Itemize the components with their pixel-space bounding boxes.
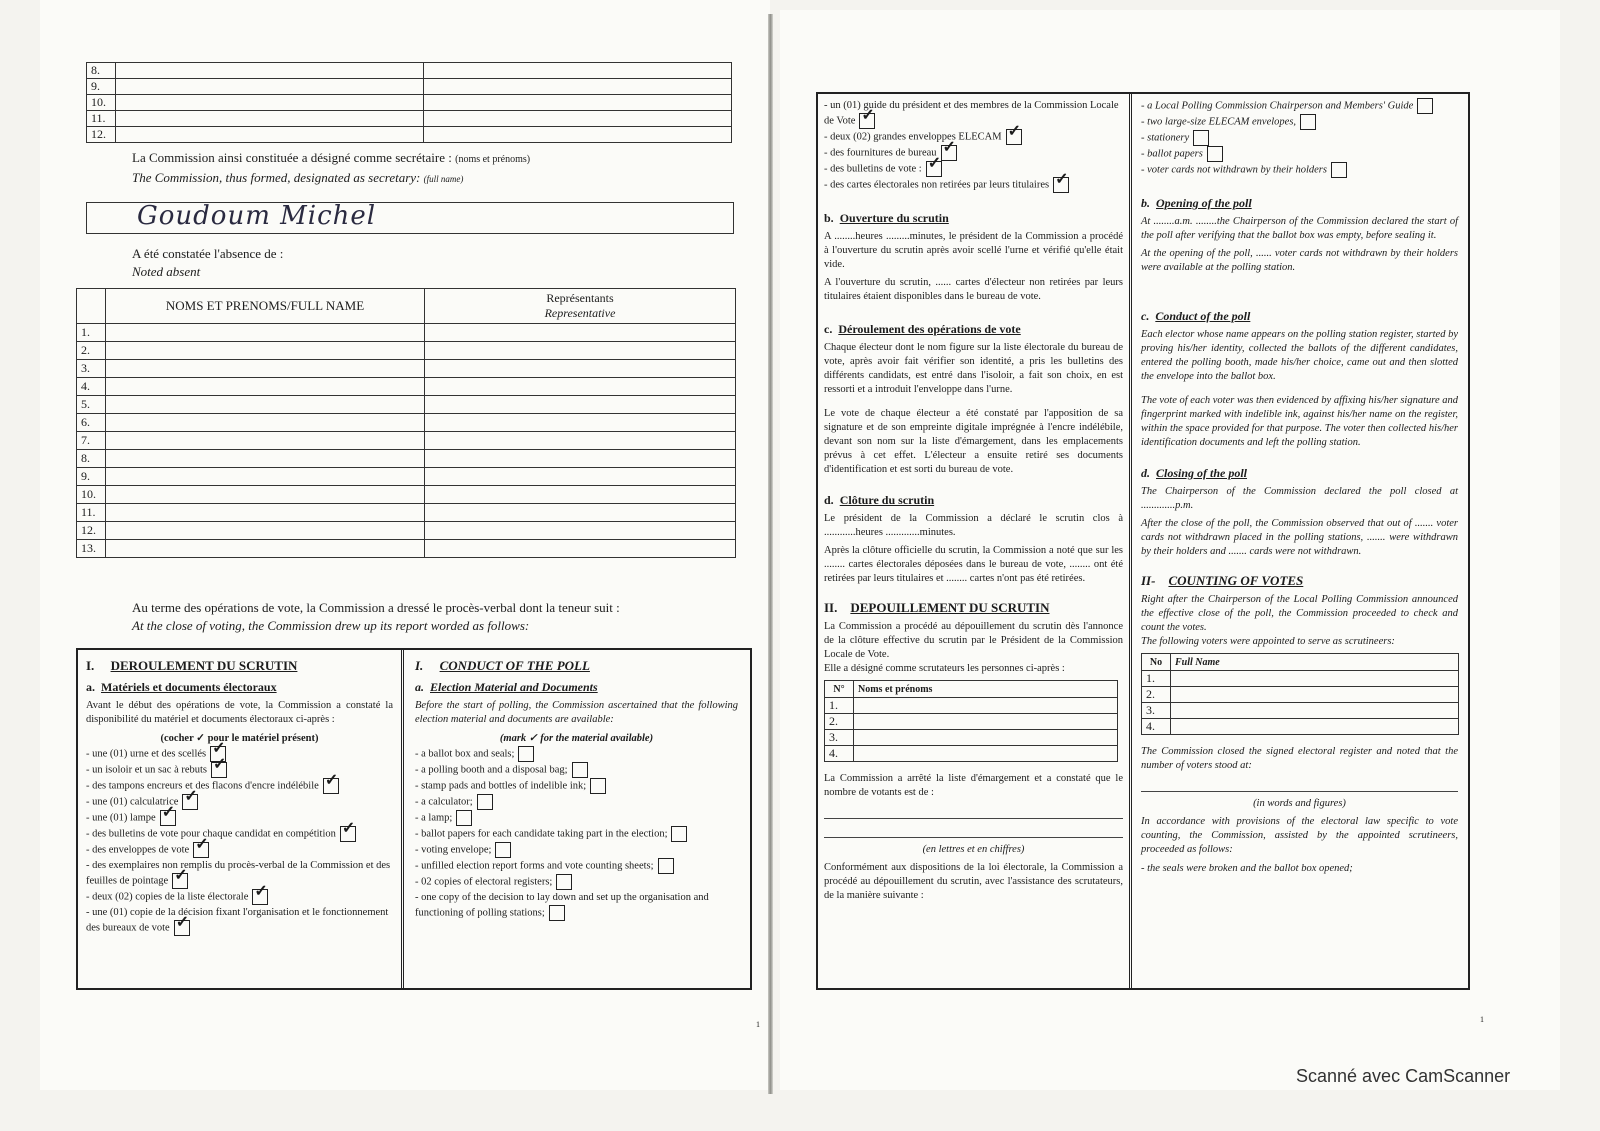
conduct-text-en-1: Each elector whose name appears on the polling station register, started by proving his/her identity, collected the ballots of the different candidates, entered the polling booth, made his/her choice, came out and then slotted the envelope into the ballot box. — [1141, 329, 1458, 382]
final-item-en: - the seals were broken and the ballot box opened; — [1141, 863, 1353, 874]
scrutineer-fr-row-number: 3. — [825, 730, 854, 746]
camscanner-footer: Scanné avec CamScanner — [1296, 1066, 1511, 1086]
member-cell[interactable] — [424, 63, 732, 79]
absent-col-name: NOMS ET PRENOMS/FULL NAME — [106, 289, 425, 324]
counting-text-fr-2: Elle a désigné comme scrutateurs les personnes ci-après : — [824, 663, 1065, 674]
material-en-checkbox[interactable] — [549, 905, 565, 921]
absent-row-number: 10. — [77, 486, 106, 504]
material-en-checkbox[interactable] — [590, 778, 606, 794]
material-en-cont-checkbox[interactable] — [1331, 162, 1347, 178]
words-figures-en: (in words and figures) — [1253, 798, 1346, 809]
scrutineer-fr-row — [825, 714, 1118, 730]
absent-cell[interactable] — [106, 378, 425, 396]
absent-row-number: 13. — [77, 540, 106, 558]
material-en-checkbox[interactable] — [658, 858, 674, 874]
absent-cell[interactable] — [425, 378, 736, 396]
material-fr-cont-item-label: des cartes électorales non retirées par leurs titulaires — [830, 179, 1050, 191]
material-en-item-label: unfilled election report forms and vote counting sheets; — [421, 860, 654, 872]
material-fr-cont-item-label: deux (02) grandes enveloppes ELECAM — [830, 131, 1002, 143]
material-intro-en: Before the start of polling, the Commission ascertained that the following election material and documents are available: — [415, 700, 738, 725]
material-fr-cont-checkbox[interactable] — [1053, 177, 1069, 193]
material-en-checkbox[interactable] — [671, 826, 687, 842]
absent-cell[interactable] — [425, 342, 736, 360]
absent-row — [77, 468, 736, 486]
material-fr-item-label: des bulletins de vote pour chaque candidat en compétition — [92, 828, 336, 840]
absent-row — [77, 360, 736, 378]
subsection-b-title-fr: b. Ouverture du scrutin — [824, 211, 949, 225]
material-en-cont-item-label: stationery — [1147, 132, 1190, 144]
closing-text-en-1: The Chairperson of the Commission declared the poll closed at .............p.m. — [1141, 486, 1458, 511]
absent-row-number: 9. — [77, 468, 106, 486]
absent-row — [77, 504, 736, 522]
material-fr-checkbox[interactable] — [323, 778, 339, 794]
material-fr-cont-checkbox[interactable] — [859, 113, 875, 129]
voters-count-line-fr-2[interactable] — [824, 823, 1123, 838]
material-en-cont-checkbox[interactable] — [1417, 98, 1433, 114]
conduct-text-fr-1: Chaque électeur dont le nom figure sur la liste électorale du bureau de vote, après avoir fait vérifier son identité, a pris les bulletins des différents candidats, est entré dans l'isoloir, a fait son choix, en est ressorti et a introduit l'enveloppe dans l'urne. — [824, 342, 1123, 395]
material-en-item: - one copy of the decision to lay down and set up the organisation and functioning of polling stations; — [415, 890, 738, 921]
material-en-item: - a ballot box and seals; — [415, 746, 738, 762]
material-fr-item: - deux (02) copies de la liste électorale✓ — [86, 889, 393, 905]
right-page — [780, 10, 1560, 1090]
material-fr-cont-item: - deux (02) grandes enveloppes ELECAM✓ — [824, 129, 1123, 145]
secretary-name-handwritten: Goudoum Michel — [137, 201, 377, 231]
section-I-title-fr: I. DEROULEMENT DU SCRUTIN — [86, 658, 298, 673]
scrutineer-fr-row-number: 1. — [825, 698, 854, 714]
material-fr-cont-item-label: un (01) guide du président et des membres de la Commission Locale de Vote — [824, 100, 1119, 127]
final-text-fr: Conformément aux dispositions de la loi électorale, la Commission a procédé au dépouillement du scrutin, avec l'assistance des scrutateurs, de la manière suivante : — [824, 862, 1123, 901]
subsection-a-title-fr: a. Matériels et documents électoraux — [86, 680, 277, 694]
material-fr-checkbox[interactable] — [211, 762, 227, 778]
material-en-item: - unfilled election report forms and vote counting sheets; — [415, 858, 738, 874]
subsection-c-title-fr: c. Déroulement des opérations de vote — [824, 322, 1021, 336]
absent-row — [77, 450, 736, 468]
material-en-cont-item-label: two large-size ELECAM envelopes, — [1147, 116, 1297, 128]
material-fr-item: - une (01) calculatrice✓ — [86, 794, 393, 810]
absent-row — [77, 486, 736, 504]
scrutineers-fr-col-num: N° — [825, 681, 854, 698]
material-en-item: - a calculator; — [415, 794, 738, 810]
subsection-b-title-en: b. Opening of the poll — [1141, 196, 1252, 210]
scrutineer-en-cell[interactable] — [1171, 719, 1459, 735]
scrutineer-fr-cell[interactable] — [854, 730, 1118, 746]
absent-row-number: 1. — [77, 324, 106, 342]
material-en-cont-checkbox[interactable] — [1207, 146, 1223, 162]
member-row-number: 12. — [87, 127, 116, 143]
member-row — [87, 63, 732, 79]
absent-cell[interactable] — [106, 396, 425, 414]
material-en-checkbox[interactable] — [518, 746, 534, 762]
material-en-cont-item-label: ballot papers — [1147, 148, 1203, 160]
words-figures-fr: (en lettres et en chiffres) — [922, 844, 1025, 855]
closing-text-fr-2: Après la clôture officielle du scrutin, la Commission a noté que sur les ........ cartes électorales déposées dans le bureau de vote, ........ ont été retirées par leurs titulaires et ........ cartes n'ont pas été retirées. — [824, 545, 1123, 584]
absent-row-number: 5. — [77, 396, 106, 414]
scrutineers-table-fr — [824, 680, 1118, 762]
absent-label-en: Noted absent — [132, 264, 201, 279]
material-fr-cont-checkbox[interactable] — [941, 145, 957, 161]
material-en-cont-item: - voter cards not withdrawn by their holders — [1141, 162, 1458, 178]
absent-cell[interactable] — [106, 504, 425, 522]
material-en-item: - a lamp; — [415, 810, 738, 826]
absent-row-number: 11. — [77, 504, 106, 522]
member-cell[interactable] — [116, 63, 424, 79]
material-fr-cont-checkbox[interactable] — [1006, 129, 1022, 145]
absent-row-number: 7. — [77, 432, 106, 450]
member-cell[interactable] — [116, 95, 424, 111]
absent-row — [77, 540, 736, 558]
conduct-en-column — [407, 650, 746, 988]
member-row-number: 11. — [87, 111, 116, 127]
material-fr-item-label: une (01) lampe — [92, 812, 156, 824]
subsection-d-title-fr: d. Clôture du scrutin — [824, 493, 935, 507]
scrutineer-fr-row — [825, 698, 1118, 714]
conduct-box — [76, 648, 752, 990]
member-cell[interactable] — [116, 111, 424, 127]
absent-table — [76, 288, 736, 558]
absent-row — [77, 324, 736, 342]
absent-cell[interactable] — [106, 522, 425, 540]
material-fr-item-label: des exemplaires non remplis du procès-verbal de la Commission et des feuilles de pointage — [86, 860, 391, 887]
material-en-cont-item: - a Local Polling Commission Chairperson and Members' Guide — [1141, 98, 1458, 114]
material-fr-item: - des exemplaires non remplis du procès-verbal de la Commission et des feuilles de pointage✓ — [86, 858, 393, 889]
member-row — [87, 111, 732, 127]
material-en-checkbox[interactable] — [556, 874, 572, 890]
member-cell[interactable] — [116, 79, 424, 95]
member-row-number: 9. — [87, 79, 116, 95]
section-I-title-en: I. CONDUCT OF THE POLL — [415, 658, 590, 673]
material-note-fr: (cocher ✓ pour le matériel présent) — [160, 733, 319, 744]
scrutineer-en-row — [1142, 703, 1459, 719]
material-fr-cont-checkbox[interactable] — [926, 161, 942, 177]
scrutineer-fr-cell[interactable] — [854, 714, 1118, 730]
closing-text-en-2: After the close of the poll, the Commission observed that out of ....... voter cards not withdrawn placed in the polling stations, ....... were withdrawn by their holders and ....... cards were not withdrawn. — [1141, 518, 1458, 557]
scrutineer-fr-row — [825, 730, 1118, 746]
absent-cell[interactable] — [425, 540, 736, 558]
voters-count-line-en-1[interactable] — [1141, 777, 1458, 792]
report-intro-en: At the close of voting, the Commission drew up its report worded as follows: — [132, 618, 530, 633]
material-en-cont-item: - stationery — [1141, 130, 1458, 146]
absent-cell[interactable] — [425, 468, 736, 486]
material-en-item-label: 02 copies of electoral registers; — [421, 876, 553, 888]
absent-cell[interactable] — [106, 468, 425, 486]
material-fr-item: - un isoloir et un sac à rebuts✓ — [86, 762, 393, 778]
material-fr-item-label: des tampons encreurs et des flacons d'encre indélébile — [92, 780, 319, 792]
absent-row-number: 3. — [77, 360, 106, 378]
absent-row — [77, 432, 736, 450]
absent-cell[interactable] — [106, 432, 425, 450]
material-fr-checkbox[interactable] — [182, 794, 198, 810]
material-en-cont-item: - two large-size ELECAM envelopes, — [1141, 114, 1458, 130]
material-en-item-label: a lamp; — [421, 812, 453, 824]
scrutineer-fr-row-number: 4. — [825, 746, 854, 762]
material-fr-item-label: une (01) calculatrice — [92, 796, 179, 808]
counting-text-fr-1: La Commission a procédé au dépouillement du scrutin dès l'annonce de la clôture effective du scrutin par le Président de la Commission Locale de Vote. — [824, 621, 1123, 660]
material-en-item-label: stamp pads and bottles of indelible ink; — [421, 780, 587, 792]
material-fr-cont-item: - des cartes électorales non retirées par leurs titulaires✓ — [824, 177, 1123, 193]
section-II-title-en: II- COUNTING OF VOTES — [1141, 573, 1304, 588]
subsection-a-title-en: a. Election Material and Documents — [415, 680, 598, 694]
material-fr-item: - une (01) lampe✓ — [86, 810, 393, 826]
member-cell[interactable] — [424, 127, 732, 143]
absent-row — [77, 414, 736, 432]
material-en-item: - voting envelope; — [415, 842, 738, 858]
absent-cell[interactable] — [425, 504, 736, 522]
material-fr-item-label: des enveloppes de vote — [92, 844, 190, 856]
material-en-cont-checkbox[interactable] — [1300, 114, 1316, 130]
material-en-item-label: one copy of the decision to lay down and set up the organisation and functioning of polling stations; — [415, 892, 709, 919]
conduct-fr-column — [78, 650, 404, 988]
scrutineer-en-row-number: 1. — [1142, 671, 1171, 687]
absent-cell[interactable] — [425, 414, 736, 432]
member-row — [87, 79, 732, 95]
scrutineer-en-cell[interactable] — [1171, 687, 1459, 703]
material-fr-item-label: une (01) copie de la décision fixant l'organisation et le fonctionnement des bureaux de vote — [86, 907, 389, 934]
scrutineer-en-row — [1142, 719, 1459, 735]
material-en-cont-checkbox[interactable] — [1193, 130, 1209, 146]
material-fr-item: - une (01) urne et des scellés✓ — [86, 746, 393, 762]
material-fr-checkbox[interactable] — [160, 810, 176, 826]
material-fr-cont-item: - des fournitures de bureau✓ — [824, 145, 1123, 161]
material-en-item-label: ballot papers for each candidate taking part in the election; — [421, 828, 668, 840]
material-en-checkbox[interactable] — [572, 762, 588, 778]
material-fr-item-label: deux (02) copies de la liste électorale — [92, 891, 249, 903]
absent-cell[interactable] — [425, 486, 736, 504]
scrutineer-en-row — [1142, 687, 1459, 703]
scrutineers-fr-col-name: Noms et prénoms — [854, 681, 1118, 698]
absent-cell[interactable] — [425, 522, 736, 540]
material-fr-checkbox[interactable] — [193, 842, 209, 858]
material-fr-item: - des enveloppes de vote✓ — [86, 842, 393, 858]
material-fr-item: - des tampons encreurs et des flacons d'encre indélébile✓ — [86, 778, 393, 794]
absent-row — [77, 342, 736, 360]
material-fr-item: - une (01) copie de la décision fixant l'organisation et le fonctionnement des bureaux de vote✓ — [86, 905, 393, 936]
scrutineer-en-row-number: 4. — [1142, 719, 1171, 735]
conduct-text-fr-2: Le vote de chaque électeur a été constaté par l'apposition de sa signature et de son empreinte digitale imprégnée à l'encre indélébile, devant son nom sur la liste d'émargement, dans les emplacements prévus à cet effet. L'électeur a ensuite retiré ses documents d'identification et est sorti du bureau de vote. — [824, 408, 1123, 475]
member-row-number: 10. — [87, 95, 116, 111]
material-en-item-label: a ballot box and seals; — [421, 748, 515, 760]
book-spine — [768, 14, 773, 1094]
scrutineers-table-en — [1141, 653, 1459, 735]
material-en-item: - 02 copies of electoral registers; — [415, 874, 738, 890]
opening-text-en-1: At ........a.m. ........the Chairperson of the Commission declared the start of the poll after verifying that the ballot box was empty, before sealing it. — [1141, 216, 1458, 241]
member-row — [87, 127, 732, 143]
scrutineer-fr-cell[interactable] — [854, 746, 1118, 762]
absent-cell[interactable] — [425, 396, 736, 414]
material-fr-checkbox[interactable] — [252, 889, 268, 905]
material-fr-cont-item-label: des fournitures de bureau — [830, 147, 937, 159]
scrutineer-fr-row — [825, 746, 1118, 762]
material-fr-checkbox[interactable] — [340, 826, 356, 842]
material-fr-cont-item: - des bulletins de vote :✓ — [824, 161, 1123, 177]
material-en-item: - ballot papers for each candidate taking part in the election; — [415, 826, 738, 842]
opening-text-en-2: At the opening of the poll, ...... voter cards not withdrawn by their holders were available at the polling station. — [1141, 248, 1458, 273]
section-II-title-fr: II. DEPOUILLEMENT DU SCRUTIN — [824, 600, 1050, 615]
left-page — [40, 0, 770, 1090]
subsection-d-title-en: d. Closing of the poll — [1141, 466, 1248, 480]
material-en-item-label: a calculator; — [421, 796, 473, 808]
absent-cell[interactable] — [425, 432, 736, 450]
material-en-checkbox[interactable] — [477, 794, 493, 810]
material-en-checkbox[interactable] — [495, 842, 511, 858]
absent-cell[interactable] — [106, 540, 425, 558]
material-en-cont-item-label: voter cards not withdrawn by their holders — [1147, 164, 1327, 176]
material-fr-cont-item-label: des bulletins de vote : — [830, 163, 922, 175]
absent-row-number: 6. — [77, 414, 106, 432]
absent-row-number: 8. — [77, 450, 106, 468]
absent-cell[interactable] — [106, 360, 425, 378]
absent-cell[interactable] — [106, 486, 425, 504]
opening-text-fr-2: A l'ouverture du scrutin, ...... cartes d'électeur non retirées par leurs titulaires étaient disponibles dans le bureau de vote. — [824, 277, 1123, 302]
member-cell[interactable] — [116, 127, 424, 143]
material-en-item: - stamp pads and bottles of indelible ink; — [415, 778, 738, 794]
absent-cell[interactable] — [106, 414, 425, 432]
absent-cell[interactable] — [106, 324, 425, 342]
absent-row-number: 2. — [77, 342, 106, 360]
final-text-en: In accordance with provisions of the electoral law specific to vote counting, the Commission, assisted by the appointed scrutineers, proceeded as follows: — [1141, 816, 1458, 855]
member-cell[interactable] — [424, 111, 732, 127]
absent-row — [77, 396, 736, 414]
scrutineer-en-row — [1142, 671, 1459, 687]
report-intro-fr: Au terme des opérations de vote, la Commission a dressé le procès-verbal dont la teneur suit : — [132, 600, 620, 615]
counting-en-column — [1135, 94, 1464, 988]
material-en-cont-item-label: a Local Polling Commission Chairperson and Members' Guide — [1147, 100, 1414, 112]
page-number-left: 1 — [756, 1020, 760, 1029]
scrutineer-en-cell[interactable] — [1171, 671, 1459, 687]
closing-text-fr-1: Le président de la Commission a déclaré le scrutin clos à ............heures .............minutes. — [824, 513, 1123, 538]
member-cell[interactable] — [424, 79, 732, 95]
scrutineer-fr-cell[interactable] — [854, 698, 1118, 714]
absent-label-fr: A été constatée l'absence de : — [132, 246, 284, 261]
material-en-item: - a polling booth and a disposal bag; — [415, 762, 738, 778]
absent-row — [77, 378, 736, 396]
absent-row-number: 4. — [77, 378, 106, 396]
subsection-c-title-en: c. Conduct of the poll — [1141, 309, 1251, 323]
scrutineer-en-row-number: 3. — [1142, 703, 1171, 719]
secretary-label-en: The Commission, thus formed, designated as secretary: (full name) — [132, 170, 464, 185]
material-en-cont-item: - ballot papers — [1141, 146, 1458, 162]
absent-row — [77, 522, 736, 540]
scrutineer-en-row-number: 2. — [1142, 687, 1171, 703]
members-table-continued — [86, 62, 732, 143]
opening-text-fr-1: A ........heures .........minutes, le président de la Commission a procédé à l'ouverture du scrutin après avoir scellé l'urne et vérifié qu'elle était vide. — [824, 231, 1123, 270]
material-fr-item-label: une (01) urne et des scellés — [92, 748, 207, 760]
material-en-checkbox[interactable] — [456, 810, 472, 826]
scrutineers-en-col-name: Full Name — [1171, 654, 1459, 671]
secretary-label-fr: La Commission ainsi constituée a désigné comme secrétaire : (noms et prénoms) — [132, 150, 531, 165]
material-fr-cont-item: - un (01) guide du président et des membres de la Commission Locale de Vote✓ — [824, 98, 1123, 129]
absent-cell[interactable] — [425, 360, 736, 378]
scrutineers-en-col-num: No — [1142, 654, 1171, 671]
material-fr-item: - des bulletins de vote pour chaque candidat en compétition✓ — [86, 826, 393, 842]
member-cell[interactable] — [424, 95, 732, 111]
material-fr-checkbox[interactable] — [172, 873, 188, 889]
absent-cell[interactable] — [425, 324, 736, 342]
voters-count-line-fr-1[interactable] — [824, 804, 1123, 819]
material-fr-checkbox[interactable] — [174, 920, 190, 936]
counting-fr-column — [818, 94, 1132, 988]
absent-row-number: 12. — [77, 522, 106, 540]
material-note-en: (mark ✓ for the material available) — [499, 733, 654, 744]
absent-cell[interactable] — [425, 450, 736, 468]
material-en-item-label: voting envelope; — [421, 844, 492, 856]
counting-box — [816, 92, 1470, 990]
counting-text-en-2: The following voters were appointed to serve as scrutineers: — [1141, 636, 1395, 647]
page-number-right: 1 — [1480, 1015, 1484, 1024]
absent-col-representative: Représentants Representative — [425, 289, 736, 324]
absent-cell[interactable] — [106, 342, 425, 360]
material-intro-fr: Avant le début des opérations de vote, la Commission a constaté la disponibilité du matériel et documents électoraux ci-après : — [86, 700, 393, 725]
counting-text-en-1: Right after the Chairperson of the Local Polling Commission announced the effective close of the poll, the Commission proceeded to check and count the votes. — [1141, 594, 1458, 633]
scrutineer-fr-row-number: 2. — [825, 714, 854, 730]
scrutineer-en-cell[interactable] — [1171, 703, 1459, 719]
conduct-text-en-2: The vote of each voter was then evidenced by affixing his/her signature and fingerprint marked with indelible ink, against his/her name on the register, within the space provided for that purpose. The voter then collected his/her identification documents and left the polling station. — [1141, 395, 1458, 448]
absent-col-num — [77, 289, 106, 324]
material-en-item-label: a polling booth and a disposal bag; — [421, 764, 568, 776]
material-fr-item-label: un isoloir et un sac à rebuts — [92, 764, 208, 776]
member-row-number: 8. — [87, 63, 116, 79]
register-text-en: The Commission closed the signed electoral register and noted that the number of voters stood at: — [1141, 746, 1458, 771]
member-row — [87, 95, 732, 111]
absent-cell[interactable] — [106, 450, 425, 468]
register-text-fr: La Commission a arrêté la liste d'émargement et a constaté que le nombre de votants est de : — [824, 773, 1123, 798]
secretary-name-field[interactable] — [86, 202, 734, 234]
